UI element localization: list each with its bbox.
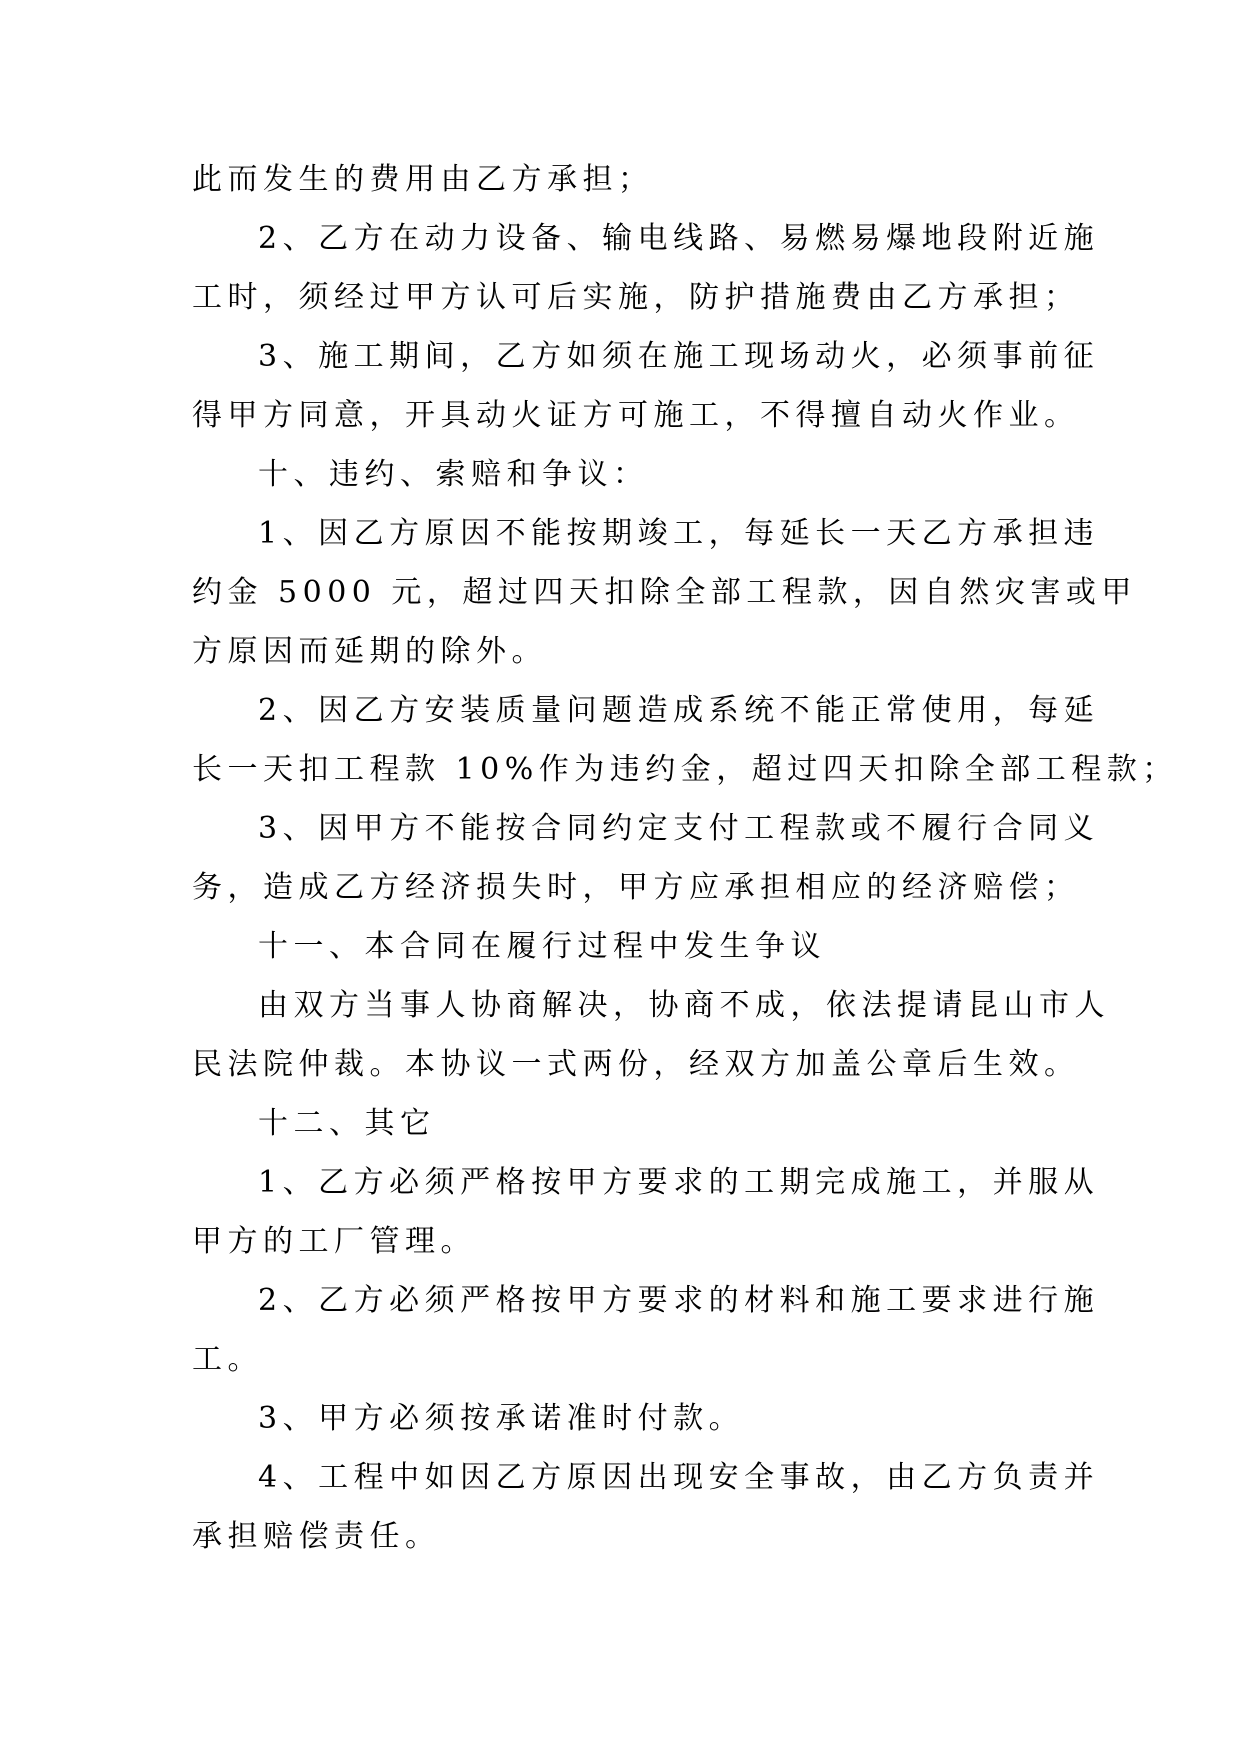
section-heading: 十一、本合同在履行过程中发生争议 bbox=[258, 929, 826, 964]
section-heading: 十、违约、索赔和争议： bbox=[258, 457, 649, 492]
text-line: 1、乙方必须严格按甲方要求的工期完成施工，并服从 bbox=[258, 1165, 1100, 1200]
text-line: 由双方当事人协商解决，协商不成，依法提请昆山市人 bbox=[258, 988, 1110, 1023]
text-line: 务，造成乙方经济损失时，甲方应承担相应的经济赔偿； bbox=[192, 870, 1080, 905]
section-heading: 十二、其它 bbox=[258, 1106, 436, 1141]
text-line: 工。 bbox=[192, 1342, 263, 1377]
text-line: 4、工程中如因乙方原因出现安全事故，由乙方负责并 bbox=[258, 1460, 1100, 1495]
text-line: 3、甲方必须按承诺准时付款。 bbox=[258, 1401, 745, 1436]
document-page bbox=[192, 150, 1178, 1566]
text-line: 方原因而延期的除外。 bbox=[192, 634, 547, 669]
text-line: 约金 5000 元，超过四天扣除全部工程款，因自然灾害或甲 bbox=[192, 575, 1137, 610]
text-line: 1、因乙方原因不能按期竣工，每延长一天乙方承担违 bbox=[258, 516, 1100, 551]
text-line: 3、因甲方不能按合同约定支付工程款或不履行合同义 bbox=[258, 811, 1100, 846]
text-line: 此而发生的费用由乙方承担； bbox=[192, 162, 654, 197]
text-line: 2、乙方在动力设备、输电线路、易燃易爆地段附近施 bbox=[258, 221, 1100, 256]
text-line: 长一天扣工程款 10%作为违约金，超过四天扣除全部工程款； bbox=[192, 752, 1178, 787]
text-line: 2、因乙方安装质量问题造成系统不能正常使用，每延 bbox=[258, 693, 1100, 728]
text-line: 民法院仲裁。本协议一式两份，经双方加盖公章后生效。 bbox=[192, 1047, 1080, 1082]
text-line: 得甲方同意，开具动火证方可施工，不得擅自动火作业。 bbox=[192, 398, 1080, 433]
text-line: 甲方的工厂管理。 bbox=[192, 1224, 476, 1259]
text-line: 承担赔偿责任。 bbox=[192, 1519, 441, 1554]
text-line: 2、乙方必须严格按甲方要求的材料和施工要求进行施 bbox=[258, 1283, 1100, 1318]
text-line: 3、施工期间，乙方如须在施工现场动火，必须事前征 bbox=[258, 339, 1100, 374]
text-line: 工时，须经过甲方认可后实施，防护措施费由乙方承担； bbox=[192, 280, 1080, 315]
